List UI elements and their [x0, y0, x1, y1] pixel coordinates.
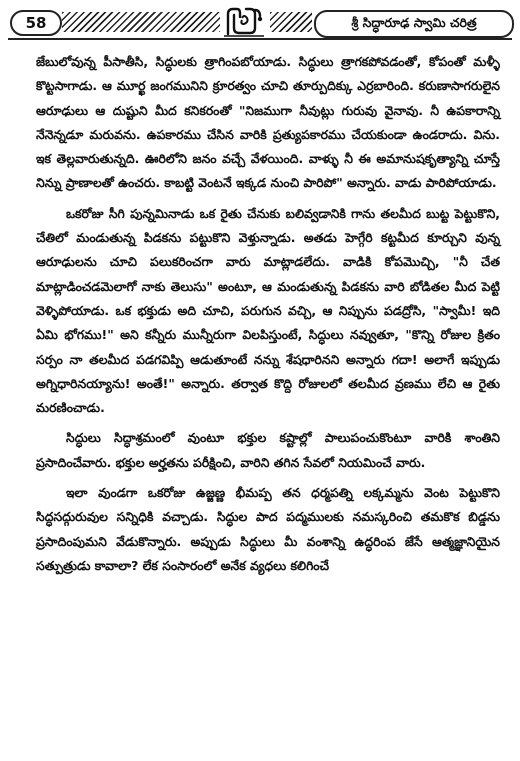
- running-title: శ్రీ సిద్ధారూఢ స్వామి చరిత్ర: [314, 10, 514, 38]
- header-rule: [8, 38, 512, 40]
- paragraph: ఒకరోజు సీగి పున్నమినాడు ఒక రైతు చేనుకు బలివ్వడానికి గాను తలమీద బుట్ట పెట్టుకొని, చేతిలో మండుతున్న పిడకను పట్టుకొని వెళ్తున్నాడు. అతడు హెగ్గేరి కట్టమీద కూర్చుని వున్న ఆరూఢులను చూచి పలుకరించగా వారు మాట్లాడలేదు. వాడికి కోపమొచ్చి, "నీ చేత మాట్లాడించడమెలాగో నాకు తెలుసు" అంటూ, ఆ మండుతున్న పిడకను వారి బోడితల మీద పెట్టి వెళ్ళిపోయాడు. ఒక భక్తుడు అది చూచి, పరుగున వచ్చి, ఆ నిప్పును పడద్రోసి, "స్వామీ! ఇది ఏమి భోగము!" అని కన్నీరు మున్నీరుగా విలపిస్తుంటే, సిద్ధులు నవ్వుతూ, "కొన్ని రోజుల క్రితం సర్పం నా తలమీద పడగవిప్పి ఆడుతూంటే నన్ను శేషధారినని అన్నారు గదా! అలాగే ఇప్పుడు అగ్నిధారినయ్యాను! అంతే!" అన్నారు. తర్వాత కొద్ది రోజులలో తలమీద వ్రణము లేచి ఆ రైతు మరణించాడు.: [36, 205, 500, 416]
- paragraph: ఇలా వుండగా ఒకరోజు ఉజ్జణ్ణ భీమప్ప తన ధర్మపత్ని లక్కమ్మను వెంట పెట్టుకొని సిద్ధసద్గురువుల సన్నిధికి వచ్చాడు. సిద్ధుల పాద పద్మములకు నమస్కరించి తమకొక బిడ్డను ప్రసాదింపుమని వేడుకొన్నారు. అప్పుడు సిద్ధులు మీ వంశాన్ని ఉద్ధరింప జేసే ఆత్మజ్ఞానియైన సత్పుత్రుడు కావాలా? లేక సంసారంలో అనేక వ్యధలు కలిగించే: [36, 485, 500, 573]
- header-hatch-left: [62, 12, 220, 32]
- paragraph: సిద్ధులు సిద్ధాశ్రమంలో వుంటూ భక్తుల కష్టాల్లో పాలుపంచుకొంటూ వారికి శాంతిని ప్రసాదించేవారు. భక్తుల అర్హతను పరీక్షించి, వారిని తగిన సేవలో నియమించే వారు.: [36, 430, 500, 470]
- body-text: [36, 50, 500, 584]
- page-header: [8, 6, 512, 40]
- page-number: 58: [10, 10, 62, 36]
- paragraph: జేబులోవున్న పీసాతీసి, సిద్ధులకు త్రాగింపబోయాడు. సిద్ధులు త్రాగకపోవడంతో, కోపంతో మళ్ళీ కొట్టసాగాడు. ఆ మూర్ఖ జంగమునిని క్రూరత్వం చూచి తూర్పుదిక్కు ఎర్రబారింది. కరుణాసాగరులైన ఆరూఢులు ఆ దుష్టుని మీద కనికరంతో "నిజముగా నీవుట్లు గురువు వైనావు. నీ ఉపకారాన్ని నేనెన్నడూ మరువను. ఉపకారము చేసిన వారికి ప్రత్యుపకారము చేయకుండా ఉండరాదు. విను. ఇక తెల్లవారుతున్నది. ఊరిలోని జనం వచ్చే వేళయింది. వాళ్ళు నీ ఈ అమానుషకృత్యాన్ని చూస్తే నిన్ను ప్రాణాలతో ఉంచరు. కాబట్టి వెంటనే ఇక్కడ నుంచి పారిపో" అన్నారు. వాడు పారిపోయాడు.: [36, 54, 500, 191]
- header-hatch-right: [270, 12, 312, 32]
- ornamental-logo-icon: [222, 6, 266, 38]
